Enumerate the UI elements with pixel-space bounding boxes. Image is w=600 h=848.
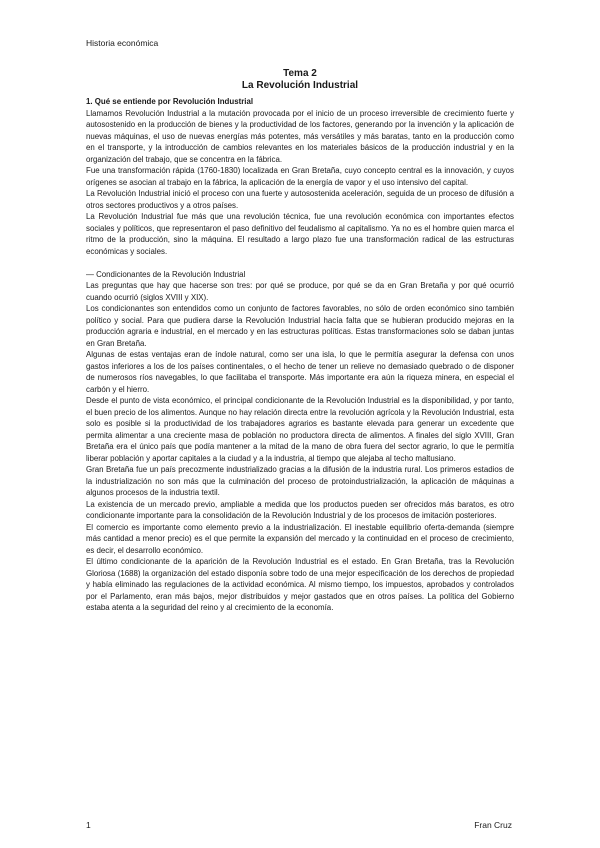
chapter-number: Tema 2 — [283, 68, 317, 79]
subsection-heading: — Condicionantes de la Revolución Industrial — [86, 269, 246, 279]
paragraph: Las preguntas que hay que hacerse son tres: por qué se produce, por qué se da en Gran Bretaña y por qué ocurrió cuando ocurrió (siglos XVIII y XIX). — [86, 281, 514, 302]
page-number: 1 — [86, 820, 91, 830]
paragraph: Llamamos Revolución Industrial a la mutación provocada por el inicio de un proceso irreversible de crecimiento fuerte y autosostenido en la producción de bienes y la productividad de los factores, generando por la invención y la aplicación de nuevas máquinas, el uso de nuevas energías más potentes, más versátiles y más baratas, tanto en la producción como en el transporte, y la introducción de cambios relevantes en los materiales básicos de la producción industrial y en la organización del trabajo, que se concentra en la fábrica. — [86, 108, 514, 164]
chapter-title: La Revolución Industrial — [241, 80, 359, 91]
paragraph: La existencia de un mercado previo, ampliable a medida que los productos pueden ser ofrecidos más baratos, es otro condicionante importante para la consolidación de la Revolución Industrial y de los procesos de imitación posteriores. — [86, 499, 514, 520]
paragraph: Desde el punto de vista económico, el principal condicionante de la Revolución Industrial es la disponibilidad, y por tanto, el buen precio de los alimentos. Aunque no hay relación directa entre la revolución agrícola y la Revolución Industrial, esta solo es posible si la productividad de los trabajadores agrarios es bastante elevada para generar un excedente que permita alimentar a una creciente masa de población no productora directa de alimentos. A finales del siglo XVIII, Gran Bretaña era el único país que podía mantener a la mitad de la mano de obra fuera del sector agrario, lo que le permitía liberar población y aportar capitales a la ciudad y a la industria, al tiempo que alejaba al techo maltusiano. — [86, 396, 514, 463]
paragraph: Los condicionantes son entendidos como un conjunto de factores favorables, no sólo de orden económico sino también político y social. Para que pudiera darse la Revolución Industrial hacía falta que se hubieran producido mejoras en la producción agraria e industrial, en el mercado y en las estructuras políticas. Estas transformaciones solo se daban juntas en Gran Bretaña. — [86, 304, 514, 348]
section-heading: 1. Qué se entiende por Revolución Industrial — [86, 97, 254, 106]
document-body — [86, 68, 514, 614]
author-name: Fran Cruz — [474, 820, 512, 830]
paragraph: El último condicionante de la aparición de la Revolución Industrial es el estado. En Gran Bretaña, tras la Revolución Gloriosa (1688) la organización del estado disponía sobre todo de una mejor especificación de los derechos de propiedad y había eliminado las regulaciones de la actividad económica. Al mismo tiempo, los impuestos, aprobados y controlados por el Parlamento, eran más bajos, mejor distribuidos y mejor gastados que en otros países. La política del Gobierno estaba atenta a la seguridad del reino y al crecimiento de la economía. — [86, 557, 514, 612]
paragraph: El comercio es importante como elemento previo a la industrialización. El inestable equilibrio oferta-demanda (siempre más cantidad a menor precio) es el que permite la expansión del mercado y la continuidad en el proceso de crecimiento, es decir, el desarrollo económico. — [86, 522, 514, 555]
paragraph: Algunas de estas ventajas eran de índole natural, como ser una isla, lo que le permitía asegurar la defensa con unos gastos inferiores a los de los países continentales, o el hecho de tener un relieve no demasiado quebrado o de disponer de numerosos ríos navegables, lo que facilitaba el transporte. Más importante era aún la riqueza minera, en especial el carbón y el hierro. — [86, 350, 514, 394]
running-header: Historia económica — [86, 38, 159, 48]
paragraph: Gran Bretaña fue un país precozmente industrializado gracias a la difusión de la industria rural. Los primeros estadios de la industrialización no son más que la culminación del proceso de protoindustrialización, la aplicación de máquinas a algunos procesos de la industria textil. — [86, 465, 514, 497]
paragraph: La Revolución Industrial inició el proceso con una fuerte y autosostenida aceleración, seguida de un proceso de difusión a otros sectores productivos y a otros países. — [86, 189, 514, 210]
paragraph: Fue una transformación rápida (1760-1830) localizada en Gran Bretaña, cuyo concepto central es la innovación, y cuyos orígenes se asocian al trabajo en la fábrica, la aplicación de la energía de vapor y el uso intensivo del capital. — [86, 166, 514, 187]
paragraph: La Revolución Industrial fue más que una revolución técnica, fue una revolución económica con importantes efectos sociales y políticos, que representaron el paso definitivo del feudalismo al capitalismo. Ya no es el hombre quien marca el ritmo de la producción, sino la máquina. El resultado a largo plazo fue una transformación radical de las estructuras económicas y sociales. — [86, 212, 514, 256]
